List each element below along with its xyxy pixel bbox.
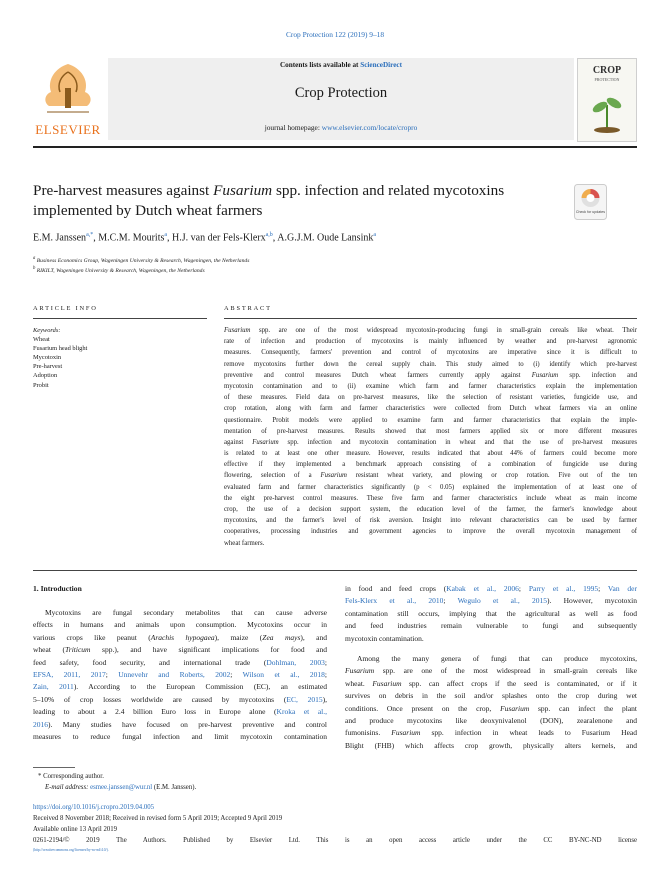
abstract-line: the eight pre-harvest control measures. These five farm and farmer characteristics include wheat as main income — [224, 494, 637, 502]
author-affiliation-marker: a — [373, 232, 377, 238]
abstract-line: mycotoxin contamination and to (ii) examine which farm and farmer characteristics explain the implementation — [224, 382, 637, 390]
masthead-band — [108, 58, 574, 140]
author-name[interactable]: A.G.J.M. Oude Lansink — [277, 232, 374, 244]
email-link[interactable]: esmee.janssen@wur.nl — [90, 784, 153, 791]
intro-line: mycotoxin contamination. — [345, 633, 424, 643]
masthead-rule — [33, 146, 637, 148]
abstract-line: wheat farmers. — [224, 539, 265, 547]
abstract-line: preventive and control measures Dutch wheat farmers currently apply against Fusarium spp. infection and — [224, 371, 637, 379]
journal-homepage: journal homepage: www.elsevier.com/locate/cropro — [264, 123, 418, 132]
contents-line: Contents lists available at ScienceDirect — [279, 61, 403, 69]
intro-line: and produce mycotoxins like deoxynivalenol (DON), zearalenone and — [345, 715, 637, 725]
abstract-line: effective if they implemented a benchmark approach consisting of a combination of fungicide use during — [224, 461, 637, 469]
abstract-text — [224, 325, 637, 549]
license-statement: 0261-2194/© 2019 The Authors. Published by Elsevier Ltd. This is an open access article under the CC BY-NC-ND license — [33, 837, 637, 844]
affiliation-b: $^b$ RIKILT, Wageningen University & Research, Wageningen, the Netherlands — [33, 266, 205, 274]
intro-line: Among the many genera of fungi that can produce mycotoxins, — [357, 653, 637, 663]
intro-line: effects in humans and animals upon consumption. Mycotoxins occur in — [33, 620, 327, 630]
intro-line: conditions. Once present on the crop, Fusarium spp. can infect the plant — [345, 703, 637, 713]
intro-line: Fusarium spp. are one of the most widespread in small-grain cereals like — [345, 666, 637, 676]
abstract-bottom-rule — [33, 570, 637, 571]
journal-reference[interactable]: Crop Protection 122 (2019) 9–18 — [285, 30, 385, 39]
abstract-heading: ABSTRACT — [224, 305, 272, 312]
cover-subtitle: PROTECTION — [594, 77, 620, 82]
intro-line: 5–10% of crop losses worldwide are caused by mycotoxins (EC, 2015), — [33, 694, 328, 704]
available-online: Available online 13 April 2019 — [33, 826, 118, 833]
intro-line: in food and feed crops (Kabak et al., 2006; Parry et al., 1995; Van der — [345, 584, 637, 593]
abstract-line: Fusarium spp. are one of the most widespread mycotoxin-producing fungi in small-grain cereals like wheat. Their — [224, 327, 637, 334]
abstract-line: evaluated farm and farmer characteristics significantly (p < 0.05) explained the implementation of at least one of — [224, 483, 637, 491]
intro-line: wheat. Fusarium spp. can affect crops if the seed is contaminated, or if it — [345, 678, 637, 688]
author-affiliation-marker: a,* — [86, 232, 94, 238]
abstract-line: is related to at least one other measure. However, results indicated that about 44% of farmers could become more — [224, 450, 637, 458]
author-affiliation-marker: a,b — [265, 232, 273, 238]
intro-line: Zain, 2011). According to the European Commission (EC), an estimated — [33, 682, 328, 692]
keyword-item: Pre-harvest — [33, 363, 63, 371]
author-name[interactable]: E.M. Janssen — [33, 232, 87, 244]
email-note: E-mail address: esmee.janssen@wur.nl (E.M. Janssen). — [45, 784, 197, 791]
check-updates-label: Check for updates — [575, 210, 606, 214]
abstract-line: measures. Consequently, farmers' prevention and control of mycotoxins are imperative since it is difficult to — [224, 349, 637, 357]
intro-line: and feed industries remain vulnerable to fungi and subsequently — [345, 621, 637, 631]
journal-cover-thumbnail — [577, 58, 637, 142]
intro-line: leading to about a 2.4 billion Euro loss in Europe alone (Kroka et al., — [33, 707, 327, 717]
journal-masthead — [33, 58, 637, 148]
keyword-item: Adoption — [33, 372, 58, 380]
abstract-line: of these measures. Field data on pre-harvest measures, like the selection of resistant varieties, fungicide use, and — [224, 394, 637, 402]
intro-line: EFSA, 2011, 2017; Unnevehr and Roberts, 2002; Wilson et al., 2018; — [33, 669, 328, 679]
intro-line: survives on debris in the soil and/or splashes onto the crop during wet — [345, 691, 637, 701]
author-name[interactable]: H.J. van der Fels-Klerx — [172, 232, 266, 244]
abstract-rule — [224, 318, 637, 319]
journal-title: Crop Protection — [294, 85, 388, 101]
cover-title: CROP — [592, 65, 622, 76]
cover-plant-icon — [588, 89, 626, 133]
license-url[interactable]: (http://creativecommons.org/licenses/by-nc-nd/4.0/). — [33, 848, 109, 852]
abstract-line: remove mycotoxins further down the cereal supply chain. This study aimed to (i) identify which pre-harvest — [224, 360, 637, 368]
abstract-line: mentation of pre-harvest measures. Results showed that most farmers applied six or more different measures — [224, 427, 637, 435]
elsevier-logo — [33, 58, 103, 140]
keyword-item: Mycotoxin — [33, 354, 62, 362]
article-info-rule — [33, 318, 207, 319]
abstract-line: cooperatives, processing industries and government agencies to improve the overall mycotoxin management of — [224, 528, 637, 536]
intro-line: Fels-Klerx et al., 2010; Wegulo et al., 2015). However, mycotoxin — [345, 596, 638, 606]
abstract-line: against Fusarium spp. infection and mycotoxin contamination in wheat and that the use of pre-harvest measures — [224, 438, 638, 446]
abstract-line: mycotoxins, and the farmer's level of risk aversion. Insight into relevant characteristics can be used by farmer — [224, 517, 637, 525]
abstract-line: crop rotation, along with farm and farmer characteristics were collected from Dutch wheat farmers via an online — [224, 405, 637, 413]
author-affiliation-marker: a — [164, 232, 168, 238]
intro-line: measures to reduce fungal infection and limit mycotoxin contamination — [33, 731, 327, 741]
received-dates: Received 8 November 2018; Received in revised form 5 April 2019; Accepted 9 April 2019 — [33, 815, 283, 822]
keywords-label: Keywords: — [33, 327, 61, 334]
footnote-rule — [33, 767, 75, 768]
abstract-line: crop, the use of a decision support system, the education level of the farmer, the farmer's knowledge about — [224, 506, 637, 513]
check-updates-icon — [574, 184, 607, 220]
sciencedirect-link[interactable]: ScienceDirect — [360, 61, 403, 69]
check-for-updates-badge[interactable] — [574, 184, 607, 220]
intro-line: Blight (FHB) which affects crop growth, physically alters kernels, and — [345, 740, 637, 750]
intro-line: feed safety, food security, and international trade (Dohlman, 2003; — [33, 657, 327, 667]
keyword-item: Wheat — [33, 336, 50, 344]
keyword-item: Fusarium head blight — [33, 345, 88, 353]
abstract-line: rate of infection and production of mycotoxins is mainly influenced by weather and pre-harvest agronomic — [224, 338, 637, 346]
intro-right-column — [345, 583, 637, 752]
abstract-line: questionnaire. Probit models were applied to examine farm and farmer characteristics that explain the imple- — [224, 416, 637, 424]
doi-link[interactable]: https://doi.org/10.1016/j.cropro.2019.04.005 — [33, 804, 155, 811]
intro-line: various crops like peanut (Arachis hypogaea), maize (Zea mays), and — [33, 632, 328, 642]
abstract-line: flowering, selection of a Fusarium resistant wheat variety, and plowing or crop rotation. Five out of the ten — [224, 472, 637, 480]
introduction-heading: 1. Introduction — [33, 584, 82, 593]
article-info-heading: ARTICLE INFO — [33, 305, 98, 312]
intro-line: wheat (Triticum spp.), and have significant implications for food and — [33, 645, 327, 655]
keyword-item: Probit — [33, 381, 49, 389]
intro-line: 2016). Many studies have focused on pre-harvest preventive and control — [33, 719, 327, 729]
author-list: E.M. Janssen$^{a,*}$, M.C.M. Mourits$^a$, H.J. van der Fels-Klerx$^{a,b}$, A.G.J.M. Oude Lansink$^a$ — [33, 232, 377, 244]
svg-text:ELSEVIER: ELSEVIER — [35, 122, 101, 137]
affiliation-a: $^a$ Business Economics Group, Wageningen University & Research, Wageningen, the Netherlands — [33, 256, 250, 264]
intro-line: fumonisins. Fusarium spp. infection in wheat leads to Fusarium Head — [345, 728, 638, 738]
intro-line: contamination still occurs, implying that the agricultural as well as food — [345, 608, 637, 618]
intro-left-column — [33, 607, 327, 743]
corresponding-author-note: * Corresponding author. — [38, 773, 104, 780]
keywords-list — [33, 335, 87, 390]
keywords-block — [33, 326, 87, 390]
homepage-link[interactable]: www.elsevier.com/locate/cropro — [321, 123, 418, 132]
intro-line: Mycotoxins are fungal secondary metabolites that can cause adverse — [45, 608, 327, 617]
author-name[interactable]: M.C.M. Mourits — [98, 232, 165, 244]
article-title: Pre-harvest measures against Fusarium spp. infection and related mycotoxins implemented by Dutch wheat farmers — [33, 182, 505, 219]
